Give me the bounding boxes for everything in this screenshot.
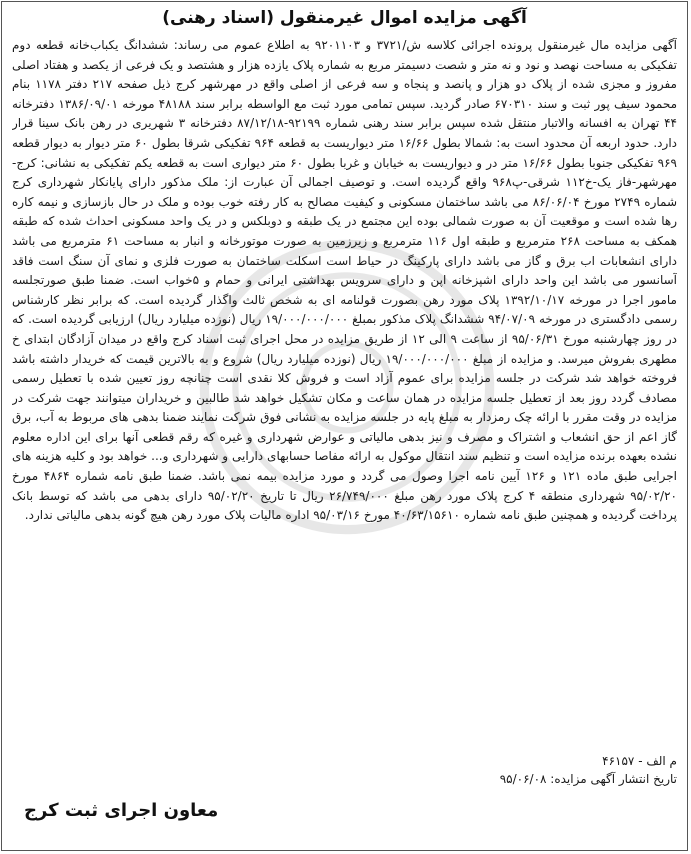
publish-date: تاریخ انتشار آگهی مزایده: ۹۵/۰۶/۰۸ xyxy=(499,772,677,786)
signature-title: معاون اجرای ثبت کرج xyxy=(24,800,219,821)
notice-body xyxy=(12,36,677,760)
notice-body-paragraph: آگهی مزایده مال غیرمنقول پرونده اجرائی کلاسه ش/۳۷۲۱ و ۹۲۰۱۱۰۳ به اطلاع عموم می رساند: ششدانگ یکباب‌خانه قطعه دوم تفکیکی به مساحت نهصد و نود و نه متر و شصت دسیمتر مربع به شماره پلاک یازده هزار و هشتصد و یک فرعی از یکصد و هفتاد اصلی مفروز و مجزی شده از پلاک دو هزار و پانصد و پنجاه و سه فرعی از اصلی واقع در مهرشهر کرج ذیل صفحه ۲۱۷ دفتر ۱۱۷۸ بنام محمود سیف پور ثبت و سند ۶۷۰۳۱۰ صادر گردید. سپس تمامی مورد ثبت مع الواسطه برابر سند ۴۸۱۸۸ مورخه ۱۳۸۶/۰۹/۰۱ دفترخانه ۴۴ تهران به افسانه والاتبار منتقل شده سپس برابر سند رهنی شماره ۹۲۱۹۹-۸۷/۱۲/۱۸ دفترخانه ۳ شهریری در رهن بانک سینا قرار دارد. حدود اربعه آن محدود است به: شمالا بطول ۱۶/۶۶ متر دیواریست به قطعه ۹۶۴ تفکیکی شرقا بطول ۶۰ متر دیوار به دیوار قطعه ۹۶۹ تفکیکی جنوبا بطول ۱۶/۶۶ متر در و دیواریست به خیابان و غربا بطول ۶۰ متر دیواری است به قطعه یکم تفکیکی به نشانی: کرج-مهرشهر-فاز یک-خ۱۱۲ شرقی-پ۹۶۸ واقع گردیده است. و توصیف اجمالی آن عبارت از: ملک مذکور دارای پایانکار شهرداری کرج شماره ۲۷۴۹ مورخ ۸۶/۰۶/۰۴ می باشد ساختمان مسکونی و کیفیت مصالح به کار رفته خوب بوده و ملک در حال بازسازی و نیمه کاره رها شده است و موقعیت آن به صورت شمالی بوده این مجتمع در یک طبقه و دوبلکس و در یک واحد مسکونی احداث شده که طبقه همکف به مساحت ۲۶۸ مترمربع و طبقه اول ۱۱۶ مترمربع و زیرزمین به صورت موتورخانه و انبار به مساحت ۶۱ مترمربع می باشد دارای انشعابات اب برق و گاز می باشد دارای پارکینگ در حیاط است اسکلت ساختمان به صورت فلزی و نمای آن سنگ است فاقد آسانسور می باشد این واحد دارای اشپزخانه اپن و دارای سرویس بهداشتی ایرانی و حمام و ۵خواب است. ضمنا طبق صورتجلسه مامور اجرا در مورخه ۱۳۹۲/۱۰/۱۷ پلاک مورد رهن بصورت قولنامه ای به شخص ثالث واگذار گردیده است. که برابر نظر کارشناس رسمی دادگستری در مورخه ۹۴/۰۷/۰۹ ششدانگ پلاک مذکور بمبلغ ۱۹/۰۰۰/۰۰۰/۰۰۰ ریال (نوزده میلیارد ریال) ارزیابی گردیده است. که در روز چهارشنبه مورخ ۹۵/۰۶/۳۱ از ساعت ۹ الی ۱۲ از طریق مزایده در محل اجرای ثبت اسناد کرج واقع در میدان آزادگان ابتدای خ مطهری بفروش میرسد. و مزایده از مبلغ ۱۹/۰۰۰/۰۰۰/۰۰۰ ریال (نوزده میلیارد ریال) شروع و به بالاترین قیمت که خریدار داشته باشد فروخته خواهد شد شرکت در جلسه مزایده برای عموم آزاد است و فروش کلا نقدی است چنانچه روز تعیین شده با تعطیل رسمی مصادف گردد روز بعد از تعطیل جلسه مزایده در همان ساعت و مکان تشکیل خواهد شد طالبین و خریداران میتوانند جهت شرکت در مزایده در وقت مقرر با ارائه چک رمزدار به مبلغ پایه در جلسه مزایده به نشانی فوق شرکت نمایند ضمنا بدهی های مربوط به آب، برق گاز اعم از حق انشعاب و اشتراک و مصرف و نیز بدهی مالیاتی و عوارض شهرداری و غیره که رقم قطعی آنها برای این اداره معلوم نشده بعهده برنده مزایده است و تنظیم سند انتقال موکول به ارائه مفاصا حسابهای دارایی و شهرداری و... خواهد بود و کلیه هزینه های اجرایی طبق ماده ۱۲۱ و ۱۲۶ آیین نامه اجرا وصول می گردد و مورد مزایده بیمه نمی باشد. ضمنا طبق نامه شماره ۴۸۶۴ مورخ ۹۵/۰۲/۲۰ شهرداری منطقه ۴ کرج پلاک مورد رهن مبلغ ۲۶/۷۴۹/۰۰۰ ریال تا تاریخ ۹۵/۰۲/۲۰ دارای بدهی می باشد که توسط بانک پرداخت گردیده و همچنین طبق نامه شماره ۴۰/۶۳/۱۵۶۱۰ مورخ ۹۵/۰۳/۱۶ اداره مالیات پلاک مورد رهن هیچ گونه بدهی مالیاتی ندارد. xyxy=(12,38,677,523)
notice-frame xyxy=(1,1,688,851)
reference-number: م الف - ۴۶۱۵۷ xyxy=(602,754,677,768)
notice-title: آگهی مزایده اموال غیرمنقول (اسناد رهنی) xyxy=(162,8,527,28)
